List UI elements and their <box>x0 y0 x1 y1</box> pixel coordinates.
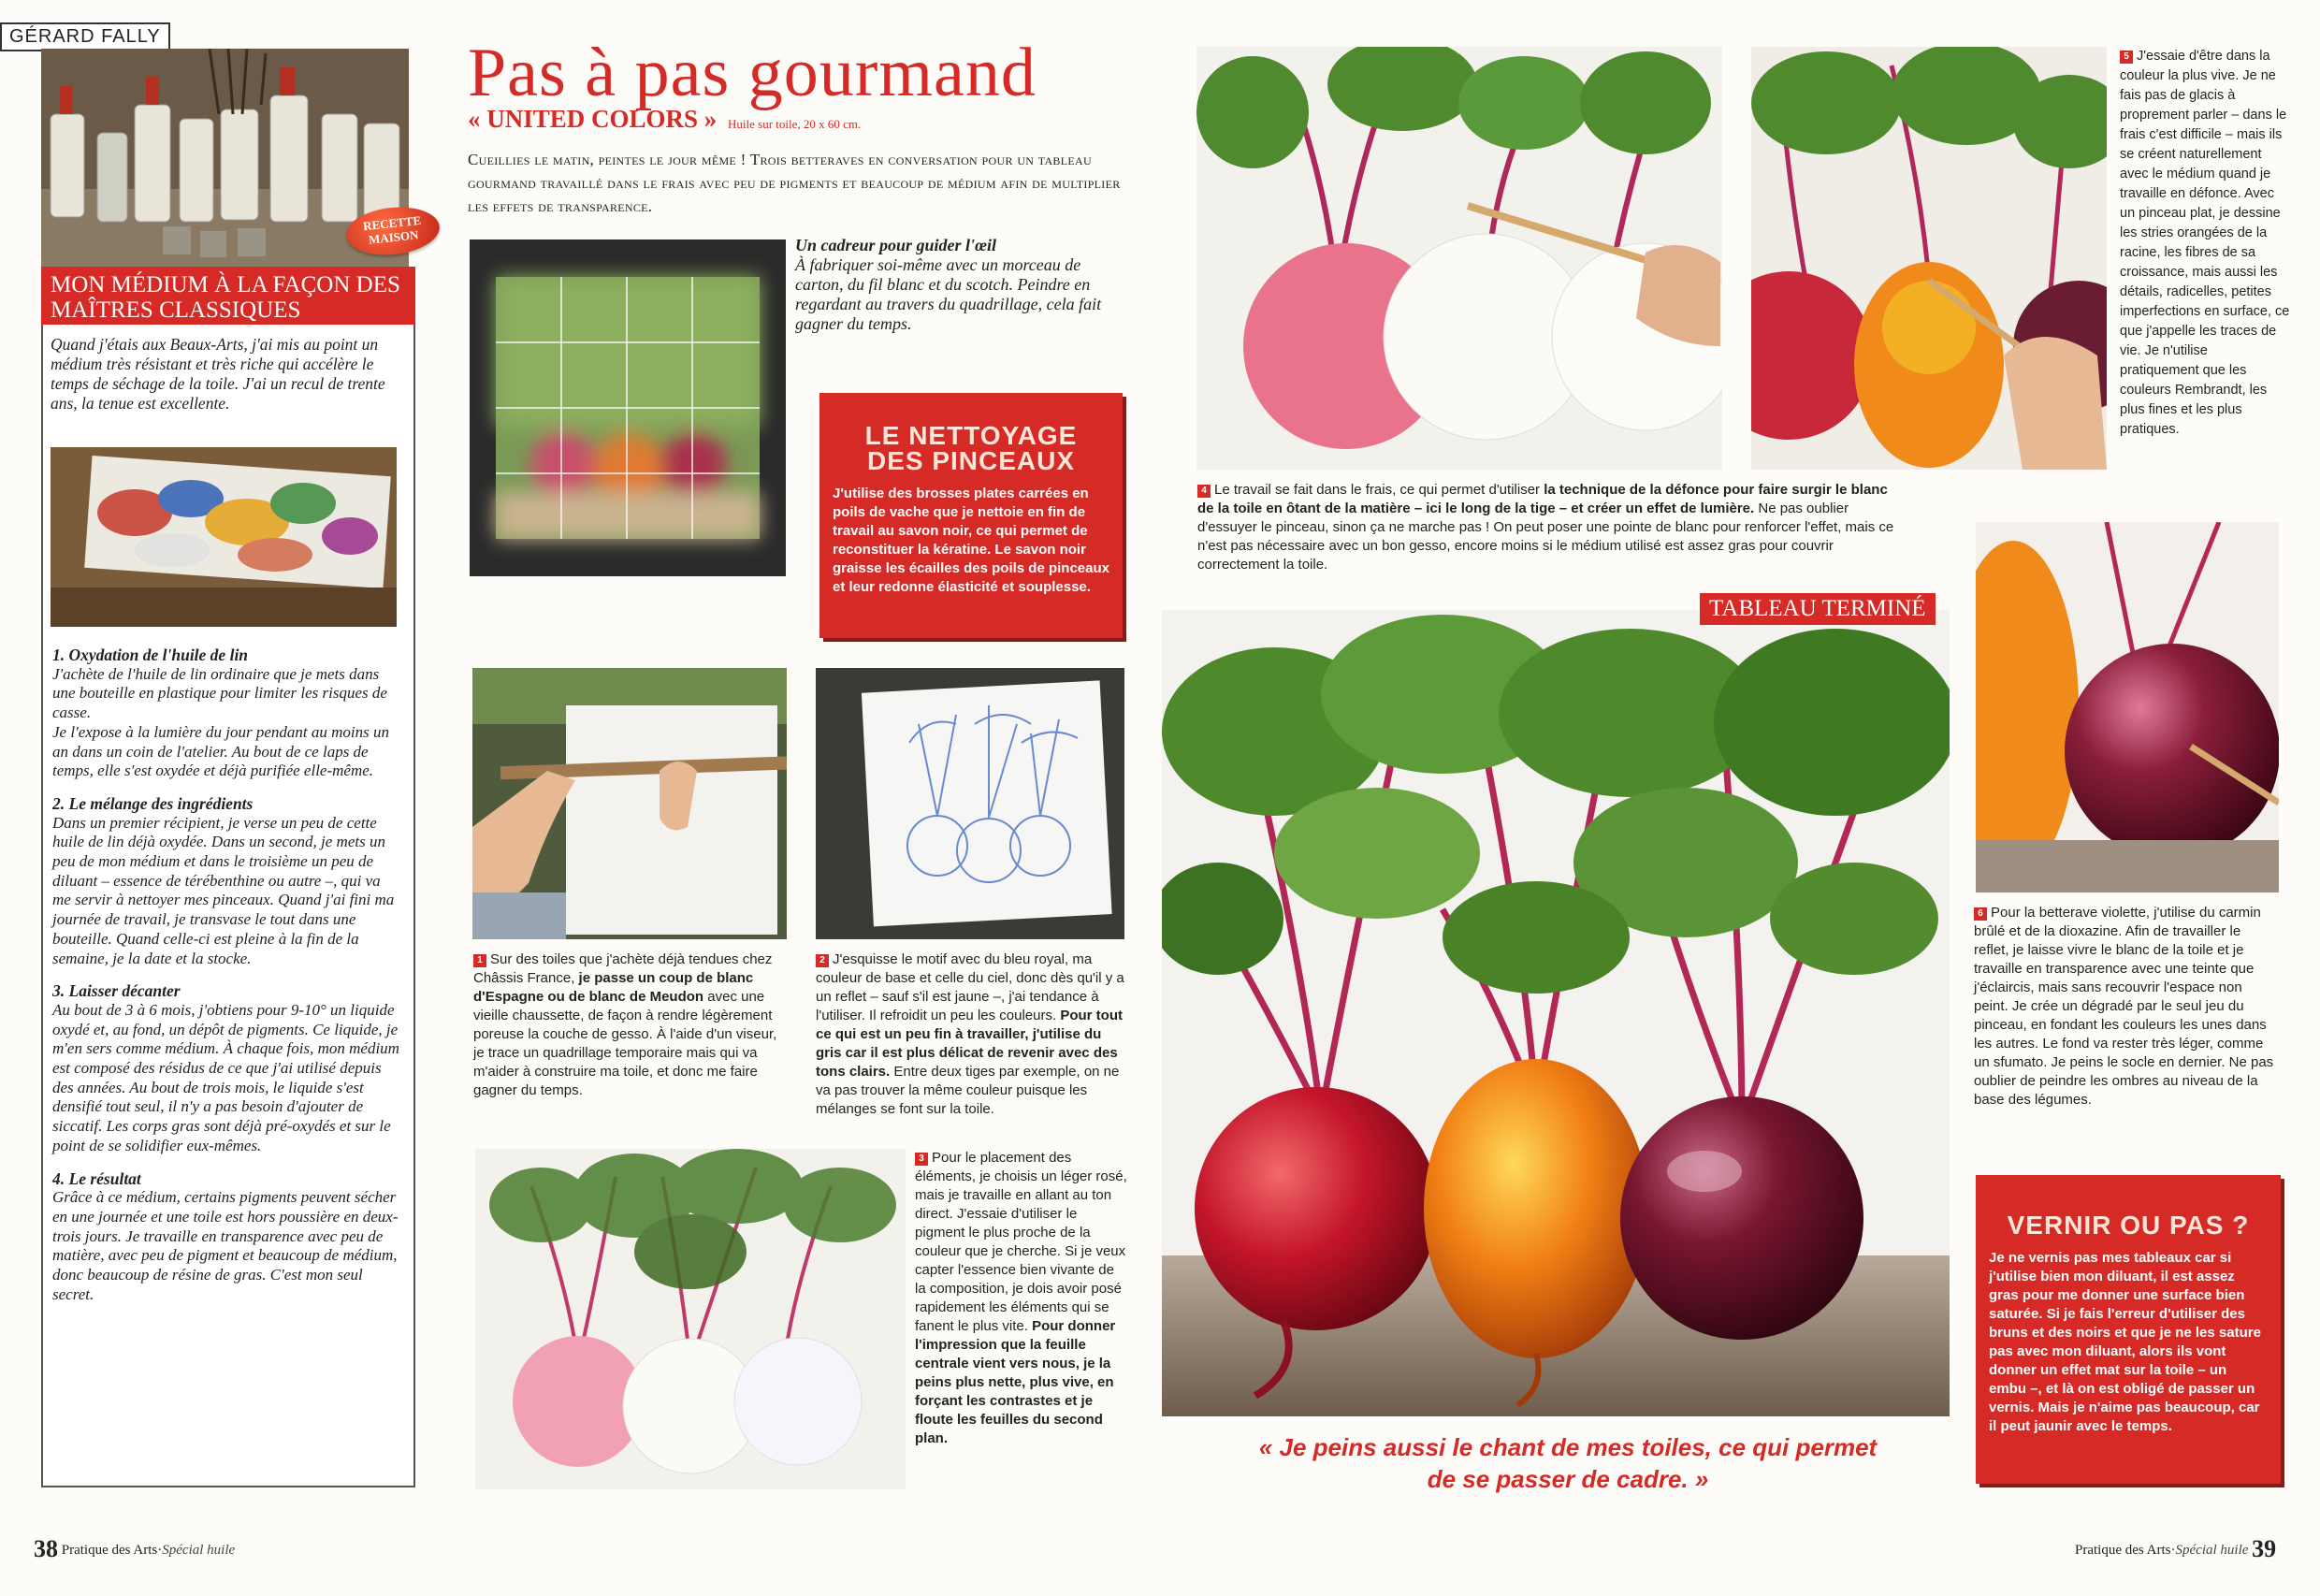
caption-2 <box>816 950 1126 1119</box>
caption-1-c: avec une vieille chaussette, de façon à rendre légèrement poreuse la couche de gesso. À l'aide d'un viseur, je trace un quadrillage temporaire mais qui va m'aider à construire ma toile, et donc me faire gagner du temps. <box>473 989 777 1098</box>
step5-photo <box>1751 47 2107 470</box>
step6-photo <box>1976 522 2279 892</box>
page-number-left: 38 <box>34 1535 58 1562</box>
brush-box-title-1: LE NETTOYAGE <box>864 421 1078 450</box>
intro-text: Cueillies le matin, peintes le jour même ! Trois betteraves en conversation pour un tableau gourmand travaillé dans le frais avec peu de pigments et beaucoup de médium afin de multiplier les effets de transparence. <box>468 151 1121 215</box>
footer-mag-left: Pratique des Arts <box>61 1543 158 1558</box>
step-3-text: Au bout de 3 à 6 mois, j'obtiens pour 9-10° un liquide oxydé et, au fond, un dépôt de pigments. Ce liquide, je m'en sers comme médium. À chaque fois, mon médium est composé des résidus de ce que j'ai utilisé depuis des années. Au bout de trois mois, le liquide s'est densifié tout seul, il n'y a pas besoin d'ajouter de siccatif. Les corps gras sont déjà pré-oxydés et sur le point de se solidifier eux-mêmes. <box>52 1000 399 1154</box>
caption-1 <box>473 950 784 1100</box>
caption-3-a: Pour le placement des éléments, je choisis un léger rosé, mais je travaille en allant au ton direct. J'essaie d'utiliser le pigment le plus proche de la couleur que je cherche. Si je veux capter l'essence bien vivante de la composition, je dois avoir posé rapidement les éléments qui se fanent le plus vite. <box>915 1150 1127 1334</box>
finished-tag: TABLEAU TERMINÉ <box>1700 593 1936 625</box>
varnish-box-title: VERNIR OU PAS ? <box>2007 1211 2250 1240</box>
brush-cleaning-box <box>819 393 1123 638</box>
caption-2-b: Pour tout ce qui est un peu fin à travailler, j'utilise du gris car il est plus délicat de revenir avec des tons clairs. <box>816 1008 1123 1080</box>
footer-issue-left: Spécial huile <box>162 1543 236 1558</box>
pull-quote: « Je peins aussi le chant de mes toiles, ce qui permet de se passer de cadre. » <box>1258 1433 1878 1493</box>
caption-3 <box>915 1149 1128 1448</box>
caption-4-b: la technique de la défonce pour faire surgir le blanc de la toile en ôtant de la matière – ici le long de la tige – et créer un effet de lumière. <box>1197 482 1888 516</box>
viewfinder-text: À fabriquer soi-même avec un morceau de carton, du fil blanc et du scotch. Peindre en regardant au travers du quadrillage, cela fait gagner du temps. <box>795 255 1102 333</box>
step-4-title: 4. Le résultat <box>52 1168 141 1188</box>
caption-1-a: Sur des toiles que j'achète déjà tendues chez Châssis France, <box>473 951 773 986</box>
step-1-text: J'achète de l'huile de lin ordinaire que je mets dans une bouteille en plastique pour limiter les risques de casse. Je l'expose à la lumière du jour pendant au moins un an dans un coin de l'atelier. Au bout de ce laps de temps, elle s'est oxydée et déjà purifiée elle-même. <box>52 664 389 780</box>
brush-box-title <box>833 423 1109 473</box>
painting-specs: Huile sur toile, 20 x 60 cm. <box>728 117 862 131</box>
brush-box-text: J'utilise des brosses plates carrées en poils de vache que je nettoie en fin de travail au savon noir, ce qui permet de reconstituer la kératine. Le savon noir graisse les écailles des poils de pinceaux et leur redonne élasticité et souplesse. <box>833 486 1109 595</box>
step-2-text: Dans un premier récipient, je verse un peu de cette huile de lin déjà oxydée. Dans un second, je mets un peu de mon médium et dans le troisième un peu de diluant – essence de térébenthine ou autre –, qui va me servir à nettoyer mes pinceaux. Quand j'ai fini ma journée de travail, je transvase le tout dans une bouteille. Quand celle-ci est pleine à la fin de la semaine, je la date et la stocke. <box>52 813 395 967</box>
sidebar-intro: Quand j'étais aux Beaux-Arts, j'ai mis au point un médium très résistant et très riche qui accélère le temps de séchage de la toile. J'ai un recul de trente ans, la tenue est excellente. <box>51 335 385 413</box>
caption-4 <box>1197 481 1899 574</box>
viewfinder-title: Un cadreur pour guider l'œil <box>795 236 997 254</box>
varnish-box-text: Je ne vernis pas mes tableaux car si j'utilise bien mon diluant, il est assez gras pour me donner une surface bien saturée. Si je fais l'erreur d'utiliser des bruns et des noirs et que je ne les sature pas avec mon diluant, alors ils vont donner un effet mat sur la toile – un embu –, et là on est obligé de passer un vernis. Mais je n'aime pas beaucoup, car il peut jaunir avec le temps. <box>1989 1250 2261 1434</box>
caption-1-b: je passe un coup de blanc d'Espagne ou de blanc de Meudon <box>473 970 754 1005</box>
caption-5-a: J'essaie d'être dans la couleur la plus vive. Je ne fais pas de glacis à proprement parler – dans le frais c'est difficile – mais ils se créent naturellement avec le médium quand je travaille en défonce. Avec un pinceau plat, je dessine les stries orangées de la racine, les fibres de sa croissance, mais aussi les détails, radicelles, petites imperfections en surface, ce que j'appelle les traces de vie. Je n'utilise pratiquement que les couleurs Rembrandt, les plus fines et les plus pratiques. <box>2120 49 2290 437</box>
footer-issue-right: Spécial huile <box>2175 1543 2249 1558</box>
palette-photo <box>51 447 397 627</box>
step-3-title: 3. Laisser décanter <box>52 981 181 1001</box>
caption-4-c: Ne pas oublier d'essuyer le pinceau, sinon ça ne marche pas ! On peut poser une pointe de blanc pour renforcer l'effet, mais ce n'est pas nécessaire avec un bon gesso, encore moins si le médium utilisé est assez gras pour couvrir correctement la toile. <box>1197 501 1894 573</box>
badge-line2: MAISON <box>368 227 420 247</box>
caption-3-b: Pour donner l'impression que la feuille centrale vient vers nous, je la peins plus nette, plus vive, en forçant les contrastes et je floute les feuilles du second plan. <box>915 1318 1116 1446</box>
varnish-box <box>1976 1175 2281 1484</box>
caption-1-number: 1 <box>473 954 486 967</box>
step-1-title: 1. Oxydation de l'huile de lin <box>52 646 249 664</box>
step2-photo <box>816 668 1124 939</box>
caption-6 <box>1974 904 2279 1110</box>
caption-4-a: Le travail se fait dans le frais, ce qui permet d'utiliser <box>1214 482 1544 498</box>
sidebar-steps <box>52 646 400 1305</box>
caption-2-number: 2 <box>816 954 829 967</box>
caption-6-a: Pour la betterave violette, j'utilise du carmin brûlé et de la dioxazine. Afin de travailler le reflet, je laisse vivre le blanc de la toile et je travaille en transparence avec une teinte que j'éclaircis, mais sans recouvrir l'espace non peint. Je crée un dégradé par le seul jeu du pinceau, en fondant les couleurs les unes dans les autres. Le fond va rester très léger, comme un sfumato. Je peins le socle en dernier. Ne pas oublier de peindre les ombres au niveau de la base des légumes. <box>1974 905 2274 1108</box>
footer-mag-right: Pratique des Arts <box>2075 1543 2171 1558</box>
viewfinder-caption <box>795 236 1127 334</box>
caption-2-a: J'esquisse le motif avec du bleu royal, ma couleur de base et celle du ciel, donc dès qu'il y a un reflet – sauf s'il est jaune –, j'ai tendance à l'utiliser. Il refroidit un peu les couleurs. <box>816 951 1124 1023</box>
painting-title: « UNITED COLORS » <box>468 105 718 133</box>
sidebar-header: MON MÉDIUM À LA FAÇON DES MAÎTRES CLASSIQUES <box>41 267 415 325</box>
step1-photo <box>472 668 787 939</box>
page-title: Pas à pas gourmand <box>468 35 1037 111</box>
caption-2-c: Entre deux tiges par exemple, on ne va pas trouver la même couleur puisque les mélanges se font sur la toile. <box>816 1064 1120 1117</box>
caption-6-number: 6 <box>1974 907 1987 921</box>
caption-4-number: 4 <box>1197 485 1211 498</box>
badge-line1: RECETTE <box>362 212 422 234</box>
page-number-right: 39 <box>2252 1535 2277 1562</box>
author-tag: GÉRARD FALLY <box>0 22 170 51</box>
step3-photo <box>475 1149 906 1489</box>
brush-box-title-2: DES PINCEAUX <box>866 446 1076 475</box>
footer-right: Pratique des Arts·Spécial huile 39 <box>2075 1535 2277 1562</box>
step4-photo <box>1196 47 1722 470</box>
finished-painting <box>1162 610 1950 1416</box>
footer-left: 38 Pratique des Arts·Spécial huile <box>34 1535 236 1562</box>
caption-5-number: 5 <box>2120 51 2133 64</box>
step-4-text: Grâce à ce médium, certains pigments peuvent sécher en une journée et une toile est hors poussière en deux-trois jours. Je travaille en transparence avec peu de matière, avec peu de pigment et beaucoup de médium, donc beaucoup de résine de gras. C'est mon seul secret. <box>52 1188 399 1303</box>
viewfinder-photo <box>470 239 786 576</box>
caption-5 <box>2120 47 2290 440</box>
step-2-title: 2. Le mélange des ingrédients <box>52 793 254 813</box>
caption-3-number: 3 <box>915 1153 928 1166</box>
